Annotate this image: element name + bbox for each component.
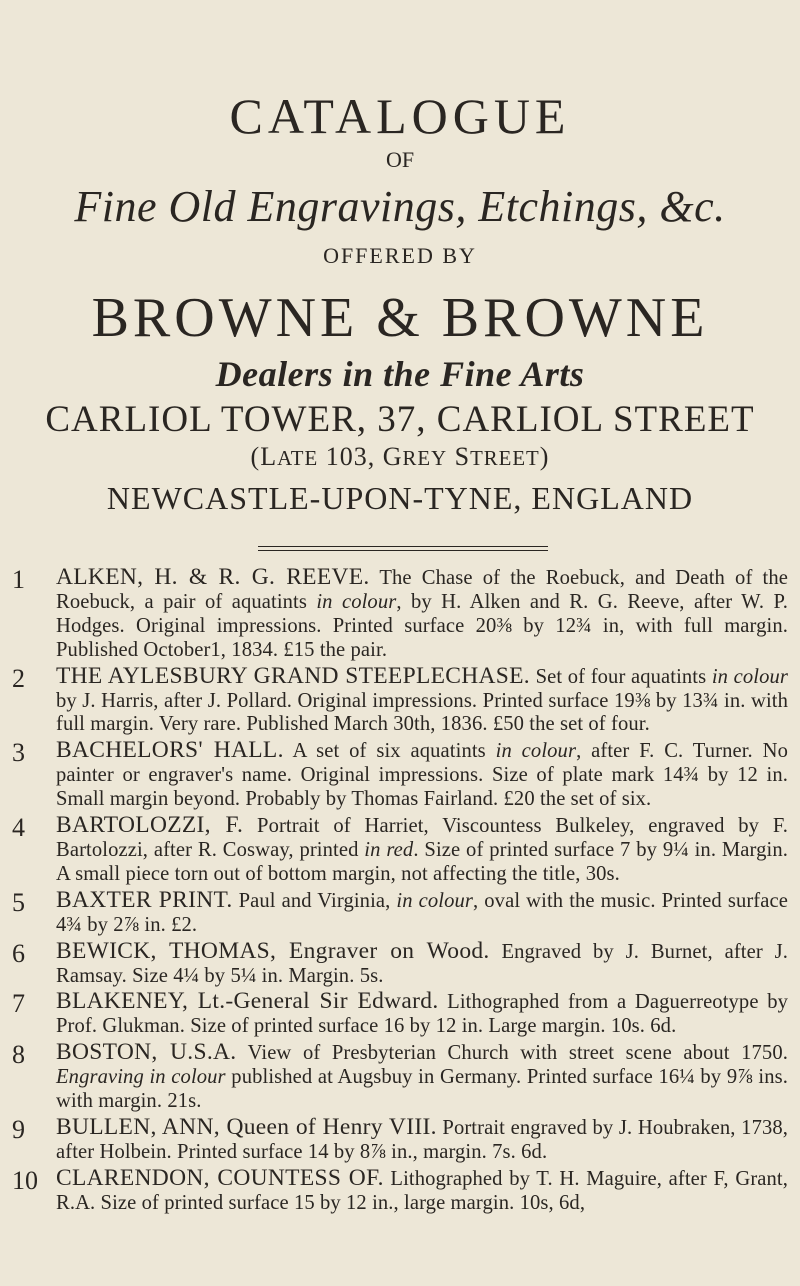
former-address (0, 441, 800, 475)
entry-heading: BARTOLOZZI, F. (56, 812, 244, 839)
catalogue-entry (12, 739, 788, 812)
entry-text (56, 1164, 788, 1216)
catalogue-entry (12, 814, 788, 887)
entry-heading: BULLEN, ANN, Queen of Henry VIII. (56, 1113, 437, 1140)
former-address-part: TREET (470, 447, 540, 470)
entry-heading: BAXTER PRINT. (56, 886, 233, 913)
entry-italic: in colour (396, 889, 474, 912)
entry-description: View of Presbyterian Church with street scene about 1750. (236, 1042, 788, 1065)
firm-tagline: Dealers in the Fine Arts (215, 354, 585, 394)
entry-italic: Engraving in colour (56, 1066, 226, 1089)
entry-number: 8 (12, 1040, 25, 1070)
entry-heading: ALKEN, H. & R. G. REEVE. (56, 564, 370, 590)
entry-description-cont: , after F. C. Turner. No painter or engraver's name. Original impressions. Size of plate mark 14¾ by 12 in. Small margin beyond. Probably by Thomas Fairland. £20 the set of six. (56, 740, 788, 811)
entry-italic: in colour (711, 665, 788, 688)
catalogue-entry (12, 937, 788, 989)
entry-number: 4 (12, 813, 25, 843)
entry-description-cont: published at Augsbuy in Germany. Printed surface 16¼ by 9⅞ ins. with margin. 21s. (56, 1066, 788, 1113)
entry-heading: BOSTON, U.S.A. (56, 1039, 237, 1066)
entry-text (56, 886, 788, 938)
entry-italic: in colour (316, 590, 397, 613)
entry-number: 6 (12, 938, 25, 968)
offered-by: OFFERED BY (323, 243, 477, 268)
catalogue-entry (12, 1164, 788, 1216)
firm-address: CARLIOL TOWER, 37, CARLIOL STREET (45, 399, 755, 440)
entry-number: 2 (12, 663, 25, 693)
catalogue-entry (12, 1041, 788, 1114)
entry-heading: THE AYLESBURY GRAND STEEPLECHASE. (56, 662, 530, 689)
entry-heading: CLARENDON, COUNTESS OF. (56, 1164, 384, 1191)
entry-heading: BEWICK, THOMAS, Engraver on Wood. (56, 937, 490, 964)
entry-description: Portrait of Harriet, Viscountess Bulkeley, engraved by F. Bartolozzi, after R. Cosway, printed (56, 815, 789, 861)
entry-description: Portrait engraved by J. Houbraken, 1738, after Holbein. Printed surface 14 by 8⅞ in., margin. 7s. 6d. (56, 1116, 789, 1163)
catalogue-entry (12, 886, 788, 938)
entry-text (56, 814, 788, 887)
former-address-part: (L (250, 442, 278, 471)
entry-text (56, 739, 788, 812)
catalogue-entry (12, 566, 788, 663)
entry-text (56, 937, 788, 989)
former-address-part: S (447, 442, 471, 471)
catalogue-entry (12, 662, 788, 738)
former-address-part: REY (402, 447, 448, 470)
former-address-part: ) (539, 442, 550, 471)
entry-number: 5 (12, 887, 25, 917)
catalogue-entry (12, 1113, 789, 1165)
entry-description: Lithographed by T. H. Maguire, after F, Grant, R.A. Size of printed surface 15 by 12 in., large margin. 10s, 6d, (56, 1167, 788, 1214)
entry-heading: BACHELORS' HALL. (56, 737, 284, 764)
entry-description-cont: , by H. Alken and R. G. Reeve, after W. P. Hodges. Original impressions. Printed surface 20⅜ by 12¾ in, with full margin. Published October1, 1834. £15 the pair. (56, 590, 788, 661)
entry-description-cont: by J. Harris, after J. Pollard. Original impressions. Printed surface 19⅜ by 13¾ in. with full margin. Very rare. Published March 30th, 1836. £50 the set of four. (56, 689, 788, 736)
divider-rule (258, 546, 548, 547)
catalogue-entry (12, 990, 788, 1039)
title-of: OF (385, 147, 415, 172)
entry-description: Paul and Virginia, (232, 889, 397, 912)
entry-description: Engraved by J. Burnet, after J. Ramsay. Size 4¼ by 5¼ in. Margin. 5s. (56, 940, 788, 987)
firm-name: BROWNE & BROWNE (91, 287, 709, 349)
entry-heading: BLAKENEY, Lt.-General Sir Edward. (56, 988, 439, 1015)
entry-description: A set of six aquatints (283, 740, 496, 763)
entry-text (56, 1041, 788, 1114)
entry-number: 7 (12, 989, 25, 1019)
entry-number: 1 (12, 565, 25, 594)
entry-text (56, 1113, 789, 1165)
entry-description-cont: . Size of printed surface 7 by 9¼ in. Margin. A small piece torn out of bottom margin, not affecting the title, 30s. (56, 838, 788, 885)
catalogue-entries (12, 566, 788, 1218)
catalogue-title: CATALOGUE (229, 88, 571, 144)
entry-description: The Chase of the Roebuck, and Death of the Roebuck, a pair of aquatints (56, 567, 788, 613)
former-address-part: ATE (277, 447, 319, 470)
entry-description: Lithographed from a Daguerreotype by Prof. Glukman. Size of printed surface 16 by 12 in. Large margin. 10s. 6d. (56, 991, 788, 1038)
entry-italic: in red (364, 838, 414, 861)
entry-description: Set of four aquatints (529, 665, 712, 688)
divider-rule (258, 550, 548, 551)
firm-city: NEWCASTLE-UPON-TYNE, ENGLAND (106, 480, 694, 516)
entry-italic: in colour (495, 740, 577, 763)
entry-number: 9 (12, 1114, 25, 1144)
entry-text (56, 662, 788, 738)
entry-description-cont: , oval with the music. Printed surface 4¾ by 2⅞ in. £2. (56, 889, 788, 936)
entry-number: 10 (12, 1165, 38, 1195)
entry-number: 3 (12, 738, 25, 768)
entry-text (56, 990, 788, 1039)
former-address-part: 103, G (318, 442, 403, 471)
entry-text (56, 566, 788, 663)
catalogue-subtitle: Fine Old Engravings, Etchings, &c. (74, 182, 726, 231)
